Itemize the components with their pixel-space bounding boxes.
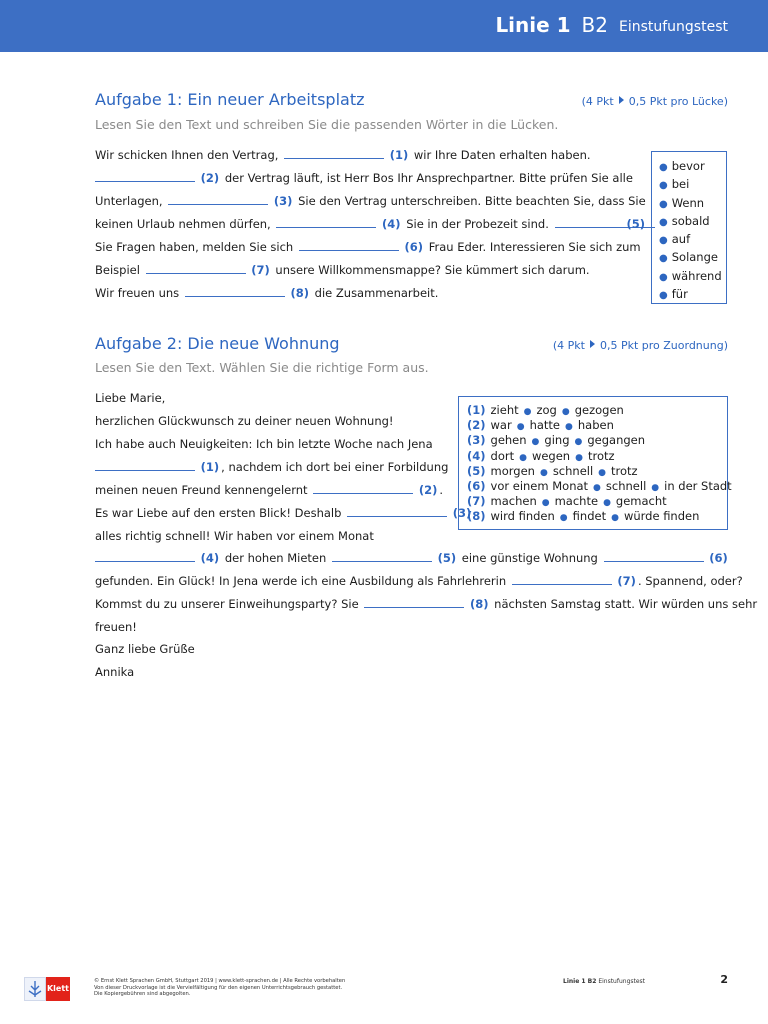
option-choice[interactable]: hatte: [529, 418, 560, 433]
line-text: Sie in der Probezeit sind.: [406, 217, 549, 231]
word-bank-item: [659, 212, 726, 230]
options-box: [458, 396, 732, 530]
line-text: die Zusammenarbeit.: [314, 286, 439, 300]
line-text: gefunden. Ein Glück! In Jena werde ich eine Ausbildung als Fahrlehrerin: [95, 574, 507, 588]
option-choice[interactable]: war: [490, 418, 512, 433]
word-text: bevor: [671, 159, 705, 173]
option-number: (1): [467, 403, 486, 417]
option-choice[interactable]: machte: [554, 494, 599, 509]
bullet-icon: ●: [559, 513, 568, 524]
bullet-icon: ●: [519, 452, 527, 463]
option-row: [467, 494, 727, 509]
bullet-icon: ●: [611, 513, 619, 524]
option-number: (6): [467, 478, 486, 493]
option-choice[interactable]: zieht: [490, 403, 519, 417]
option-choice[interactable]: machen: [490, 494, 537, 509]
task1-line-3: [95, 194, 646, 208]
option-choice[interactable]: dort: [490, 448, 515, 463]
gap-number: (6): [404, 240, 424, 254]
bullet-icon: ●: [598, 467, 607, 478]
option-choice[interactable]: haben: [577, 418, 614, 433]
task1-line-4: [95, 217, 645, 231]
word-text: sobald: [671, 213, 710, 228]
option-choice[interactable]: findet: [572, 509, 607, 524]
arrow-right-icon: [590, 340, 595, 348]
line-text: nächsten Samstag statt. Wir würden uns sehr: [494, 597, 758, 611]
letter-line-4: [95, 460, 448, 474]
letter-line-13: Annika: [95, 665, 135, 679]
letter-line-7: alles richtig schnell! Wir haben vor einem Monat: [95, 529, 374, 543]
option-row: [467, 509, 727, 524]
letter-line-2: herzlichen Glückwunsch zu deiner neuen Wohnung!: [95, 414, 394, 428]
option-choice[interactable]: in der Stadt: [664, 478, 732, 493]
gap-input[interactable]: [95, 460, 195, 471]
brand-name: Linie 1: [495, 13, 571, 37]
word-bank-item: [659, 285, 726, 303]
task1-line-2: [95, 171, 633, 185]
option-choice[interactable]: schnell: [552, 463, 594, 478]
line-text: wir Ihre Daten erhalten haben.: [413, 148, 591, 162]
copyright-line: © Ernst Klett Sprachen GmbH, Stuttgart 2019 | www.klett-sprachen.de | Alle Rechte vorbehalten: [94, 978, 346, 984]
logo-emblem-icon: [24, 977, 46, 1001]
word-bank: [651, 151, 727, 304]
gap-number: (7): [617, 574, 636, 588]
gap-input[interactable]: [95, 551, 195, 562]
gap-input[interactable]: [95, 171, 195, 182]
brand-title: [495, 13, 608, 37]
line-text: Frau Eder. Interessieren Sie sich zum: [428, 240, 641, 254]
option-row: [467, 449, 727, 464]
task1-points-total: (4 Pkt: [581, 95, 614, 108]
gap-number: (1): [200, 460, 220, 474]
option-choice[interactable]: schnell: [605, 478, 647, 493]
option-choice[interactable]: gegangen: [587, 433, 646, 448]
gap-number: (4): [200, 551, 220, 565]
option-number: (7): [467, 494, 486, 509]
footer-brand: Linie 1 B2: [563, 978, 597, 985]
task2-points: [553, 339, 728, 352]
letter-line-1: Liebe Marie,: [95, 391, 166, 405]
bullet-icon: ●: [659, 198, 668, 210]
gap-input[interactable]: [299, 240, 399, 251]
gap-input[interactable]: [332, 551, 432, 562]
gap-number: (2): [418, 483, 438, 497]
task1-instruction: Lesen Sie den Text und schreiben Sie die passenden Wörter in die Lücken.: [95, 117, 559, 132]
option-choice[interactable]: gezogen: [574, 403, 624, 417]
gap-input[interactable]: [146, 263, 246, 274]
line-text: der hohen Mieten: [224, 551, 327, 565]
option-choice[interactable]: gehen: [490, 433, 527, 448]
gap-input[interactable]: [364, 597, 464, 608]
task1-line-7: [95, 286, 438, 300]
bullet-icon: ●: [574, 437, 583, 448]
word-text: Solange: [671, 250, 718, 265]
letter-line-6: [95, 506, 473, 520]
letter-line-8: [95, 551, 730, 565]
bullet-icon: ●: [561, 407, 570, 417]
gap-input[interactable]: [512, 574, 612, 585]
letter-line-11: freuen!: [95, 620, 137, 634]
line-text: Beispiel: [95, 263, 140, 277]
letter-line-12: Ganz liebe Grüße: [95, 642, 195, 656]
gap-input[interactable]: [168, 194, 268, 205]
word-bank-item: [659, 230, 726, 248]
option-choice[interactable]: gemacht: [615, 494, 667, 509]
bullet-icon: ●: [659, 216, 668, 228]
line-text: Es war Liebe auf den ersten Blick! Deshalb: [95, 506, 342, 520]
brand-level: B2: [581, 13, 608, 37]
line-text: unsere Willkommensmappe? Sie kümmert sich darum.: [275, 263, 590, 277]
line-text: meinen neuen Freund kennengelernt: [95, 483, 308, 497]
task1-points-detail: 0,5 Pkt pro Lücke): [628, 95, 728, 108]
header-bar: [0, 0, 768, 52]
gap-input[interactable]: [604, 551, 704, 562]
option-choice[interactable]: trotz: [611, 463, 638, 478]
word-text: für: [671, 287, 688, 302]
line-text: , nachdem ich dort bei einer Forbildung: [221, 460, 449, 474]
task2-points-total: (4 Pkt: [552, 339, 585, 352]
letter-line-9: [95, 574, 743, 588]
option-choice[interactable]: ging: [544, 433, 570, 448]
line-text: .: [439, 483, 444, 497]
gap-number: (5): [626, 217, 645, 231]
header-subtitle: Einstufungstest: [618, 19, 728, 35]
task1-line-5: [95, 240, 641, 254]
letter-line-3: Ich habe auch Neuigkeiten: Ich bin letzte Woche nach Jena: [95, 437, 433, 451]
gap-input[interactable]: [347, 506, 447, 517]
bullet-icon: ●: [539, 467, 548, 478]
word-text: auf: [671, 232, 691, 247]
gap-number: (3): [273, 194, 293, 208]
line-text: Kommst du zu unserer Einweihungsparty? Sie: [95, 597, 359, 611]
tree-icon: [25, 978, 45, 1000]
option-choice[interactable]: würde finden: [623, 509, 700, 524]
gap-input[interactable]: [185, 286, 285, 297]
gap-input[interactable]: [276, 217, 376, 228]
option-row: [467, 433, 727, 448]
klett-logo: [24, 977, 70, 1001]
word-text: während: [671, 268, 722, 283]
gap-input[interactable]: [284, 148, 384, 159]
option-number: (5): [467, 463, 486, 478]
option-number: (4): [467, 448, 486, 463]
word-bank-item: [659, 194, 726, 212]
line-text: Wir schicken Ihnen den Vertrag,: [95, 148, 279, 162]
gap-number: (3): [452, 506, 472, 520]
option-number: (8): [467, 509, 486, 524]
footer-title: [563, 978, 645, 985]
gap-number: (7): [251, 263, 270, 277]
line-text: Sie Fragen haben, melden Sie sich: [95, 240, 294, 254]
option-choice[interactable]: vor einem Monat: [490, 478, 589, 493]
gap-number: (2): [200, 171, 220, 185]
task1-line-6: [95, 263, 590, 277]
letter-line-5: [95, 483, 443, 497]
bullet-icon: ●: [593, 482, 601, 493]
line-text: Unterlagen,: [95, 194, 163, 208]
bullet-icon: ●: [659, 271, 668, 283]
bullet-icon: ●: [659, 180, 668, 192]
bullet-icon: ●: [659, 253, 668, 265]
gap-number: (4): [382, 217, 401, 231]
bullet-icon: ●: [523, 407, 532, 417]
option-choice[interactable]: wegen: [531, 448, 571, 463]
bullet-icon: ●: [651, 482, 660, 493]
bullet-icon: ●: [516, 422, 525, 433]
page-number: 2: [720, 973, 728, 986]
line-text: Sie den Vertrag unterschreiben. Bitte beachten Sie, dass Sie: [298, 194, 646, 208]
gap-number: (1): [389, 148, 409, 162]
task2-instruction: Lesen Sie den Text. Wählen Sie die richtige Form aus.: [95, 360, 429, 375]
line-text: der Vertrag läuft, ist Herr Bos Ihr Ansprechpartner. Bitte prüfen Sie alle: [224, 171, 633, 185]
word-text: bei: [671, 177, 690, 192]
option-choice[interactable]: wird finden: [490, 509, 555, 524]
option-number: (3): [467, 433, 486, 448]
option-number: (2): [467, 418, 486, 433]
line-text: Wir freuen uns: [95, 286, 180, 300]
line-text: . Spannend, oder?: [637, 574, 743, 588]
footer-subtitle: Einstufungstest: [598, 978, 646, 985]
line-text: keinen Urlaub nehmen dürfen,: [95, 217, 271, 231]
word-bank-item: [659, 175, 726, 193]
word-bank-item: [659, 157, 726, 175]
gap-input[interactable]: [313, 483, 413, 494]
bullet-icon: ●: [565, 422, 573, 433]
letter-line-10: [95, 597, 757, 611]
bullet-icon: ●: [659, 290, 668, 302]
option-row: [467, 478, 732, 494]
word-bank-item: [659, 267, 726, 285]
task2-title: Aufgabe 2: Die neue Wohnung: [95, 334, 340, 353]
bullet-icon: ●: [659, 162, 668, 173]
option-choice[interactable]: morgen: [490, 463, 535, 478]
gap-number: (6): [709, 551, 728, 565]
copyright-line: Die Kopiergebühren sind abgegolten.: [94, 991, 191, 997]
word-text: Wenn: [671, 195, 705, 210]
bullet-icon: ●: [603, 498, 611, 509]
logo-text: Klett: [46, 977, 70, 1001]
task1-title: Aufgabe 1: Ein neuer Arbeitsplatz: [95, 90, 365, 109]
line-text: eine günstige Wohnung: [461, 551, 598, 565]
gap-number: (8): [290, 286, 310, 300]
bullet-icon: ●: [659, 235, 668, 247]
copyright-line: Von dieser Druckvorlage ist die Vervielfältigung für den eigenen Unterrichtsgebrauch gestattet.: [94, 984, 343, 991]
task1-points: [582, 95, 728, 108]
bullet-icon: ●: [541, 498, 550, 509]
gap-number: (8): [469, 597, 489, 611]
option-row: [467, 464, 727, 479]
option-row: [467, 418, 727, 433]
copyright-notice: [94, 978, 345, 998]
bullet-icon: ●: [575, 452, 583, 463]
task1-line-1: [95, 148, 591, 162]
task2-points-detail: 0,5 Pkt pro Zuordnung): [599, 339, 728, 352]
gap-number: (5): [437, 551, 457, 565]
word-bank-item: [659, 248, 726, 266]
option-choice[interactable]: trotz: [587, 448, 615, 463]
option-choice[interactable]: zog: [536, 403, 557, 417]
bullet-icon: ●: [531, 437, 540, 448]
option-row: [467, 403, 727, 418]
arrow-right-icon: [619, 96, 624, 104]
